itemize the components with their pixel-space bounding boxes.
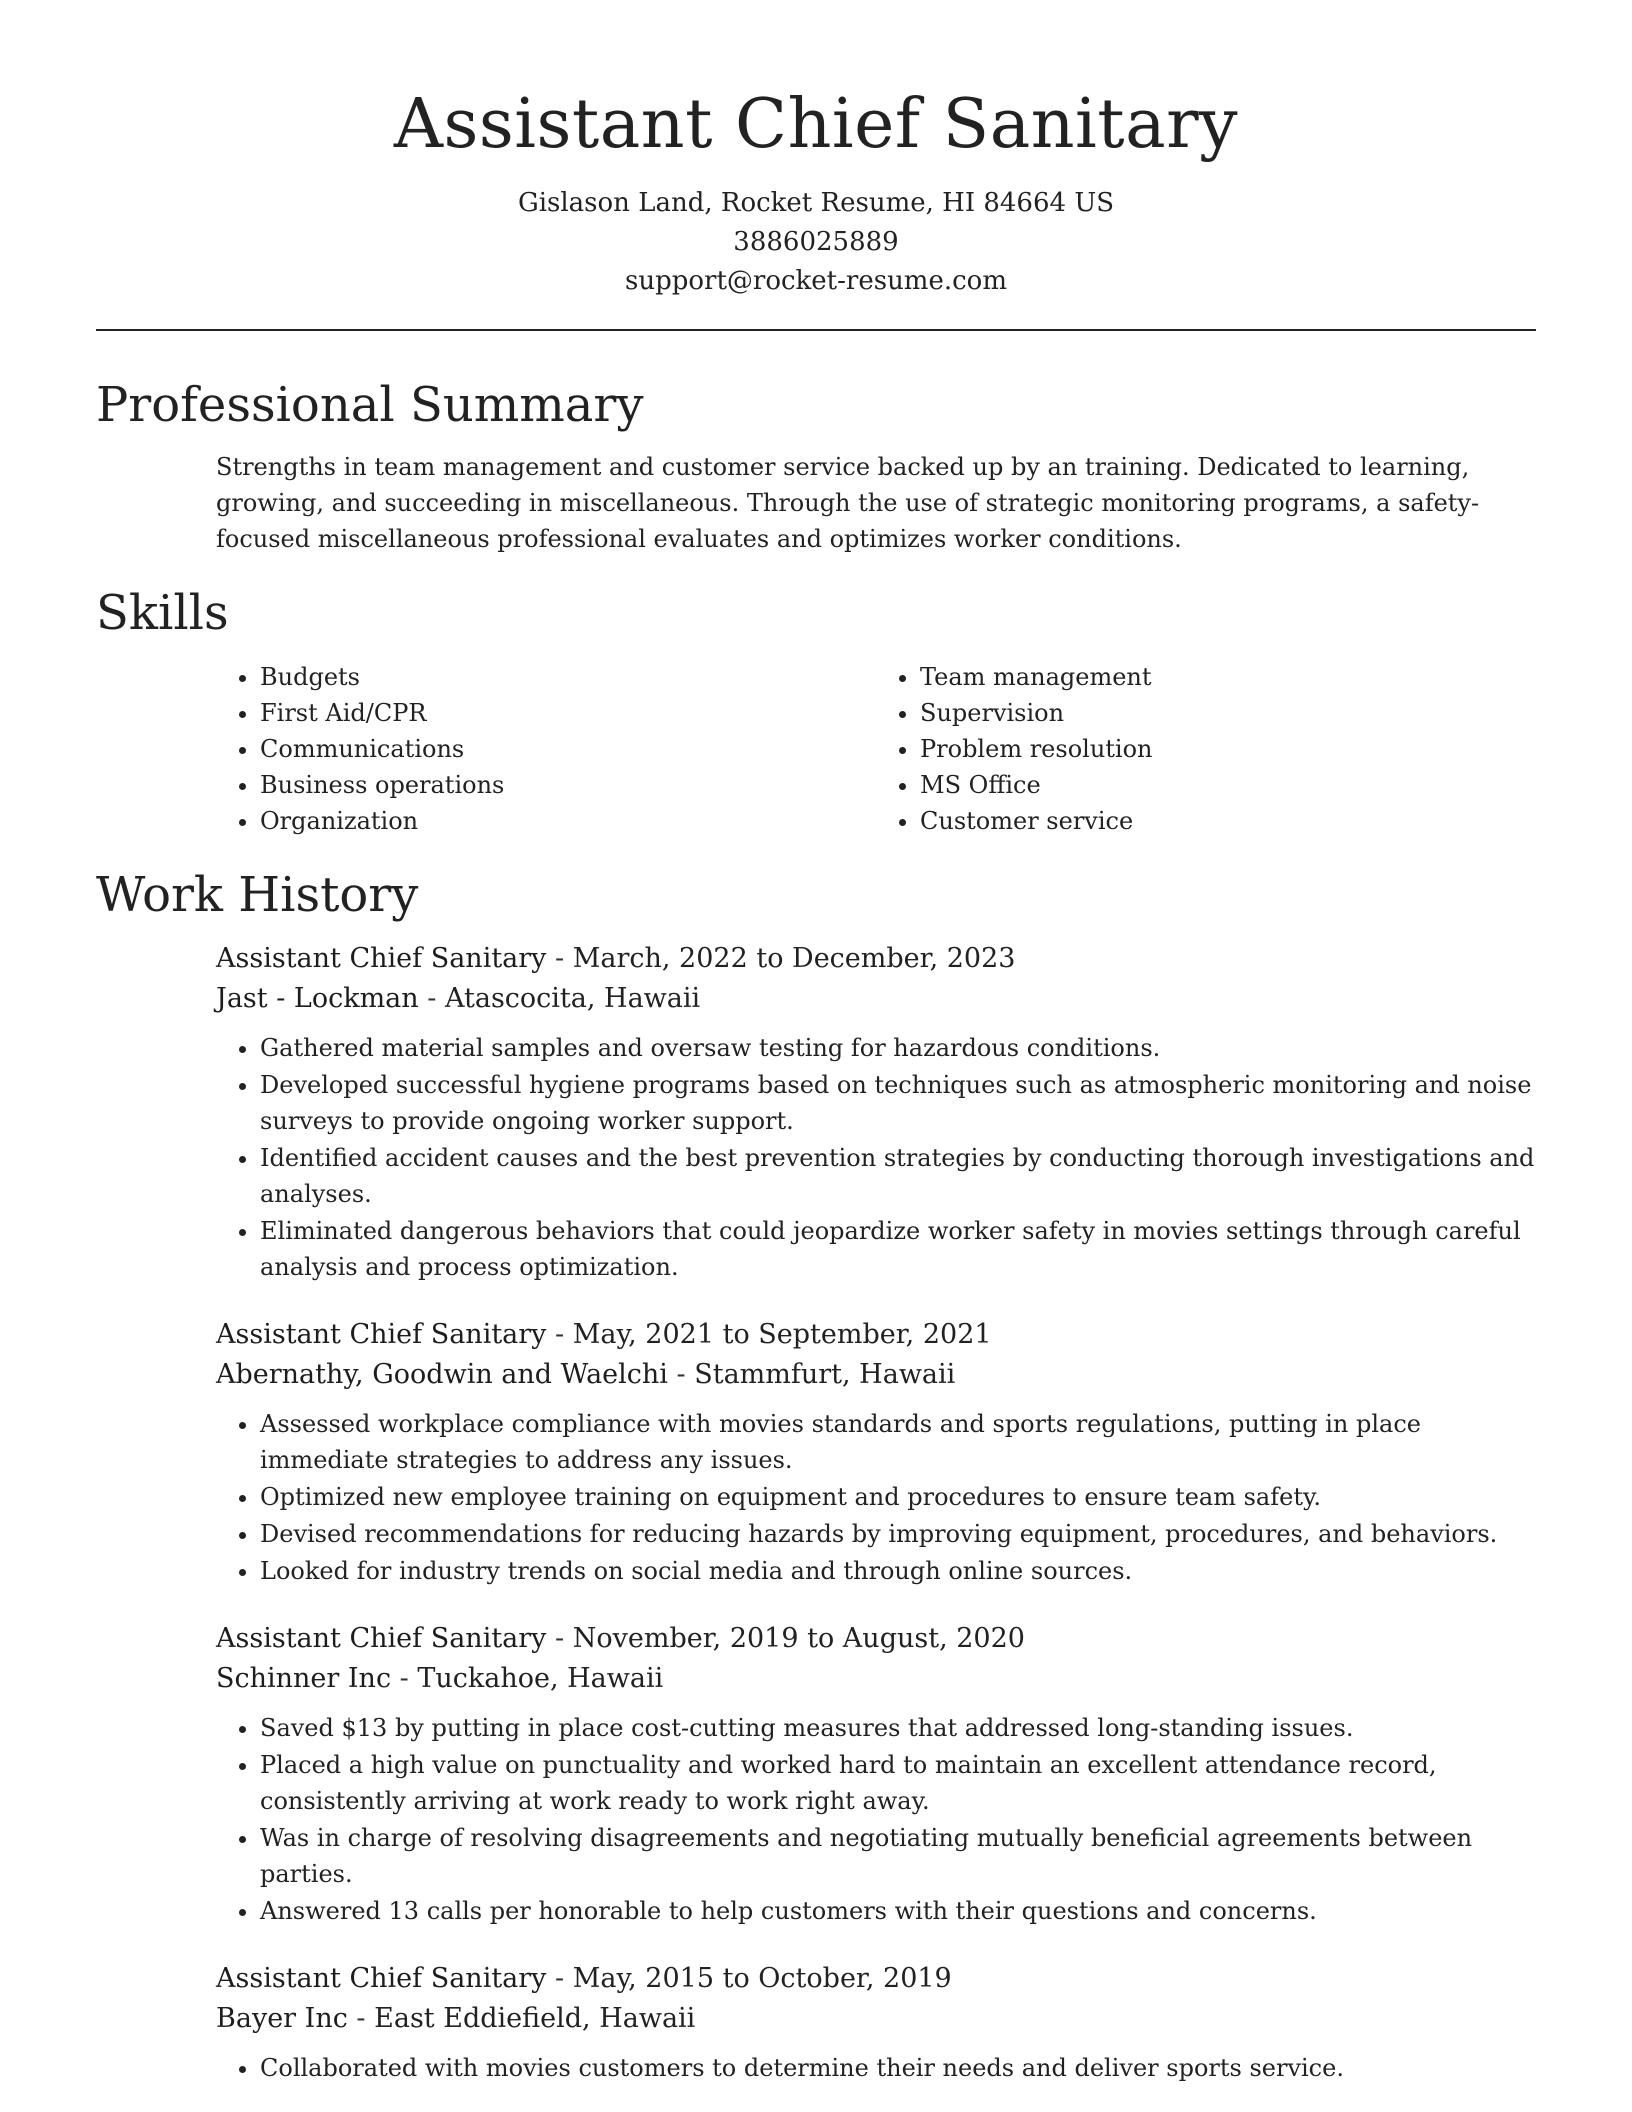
job-bullet: • Answered 13 calls per honorable to help customers with their questions and concerns.: [260, 1892, 1536, 1929]
job-entry: [216, 1619, 1536, 1929]
job-company: Abernathy, Goodwin and Waelchi: [216, 1359, 668, 1390]
job-bullet: • Was in charge of resolving disagreements and negotiating mutually beneficial agreements between parties.: [260, 1819, 1536, 1892]
job-title-line: [216, 1959, 1536, 1999]
job-bullet: • Collaborated with movies customers to determine their needs and deliver sports service.: [260, 2049, 1536, 2086]
skill-item: • Customer service: [920, 803, 1536, 839]
job-title: Assistant Chief Sanitary: [216, 1623, 547, 1654]
skill-item: • Budgets: [260, 659, 876, 695]
separator: -: [418, 983, 445, 1014]
job-bullet: • Placed a high value on punctuality and worked hard to maintain an excellent attendance record, consistently arriving at work ready to work right away.: [260, 1746, 1536, 1819]
summary-heading: Professional Summary: [96, 377, 644, 433]
skills-heading: Skills: [96, 585, 229, 641]
candidate-name: Assistant Chief Sanitary: [393, 85, 1239, 164]
job-bullet: • Saved $13 by putting in place cost-cutting measures that addressed long-standing issues.: [260, 1709, 1536, 1746]
job-company: Schinner Inc: [216, 1663, 392, 1694]
job-title-line: [216, 1619, 1536, 1659]
separator: -: [546, 1623, 573, 1654]
job-bullets: [216, 1709, 1536, 1929]
job-company-line: [216, 979, 1536, 1019]
job-title-line: [216, 1315, 1536, 1355]
job-location: Tuckahoe, Hawaii: [417, 1663, 664, 1694]
job-company: Bayer Inc: [216, 2003, 348, 2034]
skill-item: • Communications: [260, 731, 876, 767]
job-dates: May, 2021 to September, 2021: [572, 1319, 992, 1350]
job-bullets: [216, 1405, 1536, 1589]
skill-item: • MS Office: [920, 767, 1536, 803]
job-bullet: • Gathered material samples and oversaw testing for hazardous conditions.: [260, 1029, 1536, 1066]
job-location: Stammfurt, Hawaii: [694, 1359, 956, 1390]
job-title: Assistant Chief Sanitary: [216, 1963, 547, 1994]
separator: -: [347, 2003, 375, 2034]
skill-item: • Supervision: [920, 695, 1536, 731]
job-company-line: [216, 1999, 1536, 2039]
contact-address: Gislason Land, Rocket Resume, HI 84664 US: [517, 188, 1115, 218]
separator: -: [546, 1963, 573, 1994]
work-history-heading: Work History: [96, 867, 419, 923]
job-location: East Eddiefield, Hawaii: [374, 2003, 696, 2034]
job-bullet: • Assessed workplace compliance with movies standards and sports regulations, putting in place immediate strategies to address any issues.: [260, 1405, 1536, 1478]
skill-item: • Business operations: [260, 767, 876, 803]
contact-info: [0, 184, 1632, 301]
job-entry: [216, 1959, 1536, 2086]
skill-item: • First Aid/CPR: [260, 695, 876, 731]
job-title: Assistant Chief Sanitary: [216, 943, 547, 974]
separator: -: [391, 1663, 418, 1694]
job-company-line: [216, 1355, 1536, 1395]
job-bullet: • Devised recommendations for reducing hazards by improving equipment, procedures, and behaviors.: [260, 1515, 1536, 1552]
job-dates: May, 2015 to October, 2019: [572, 1963, 952, 1994]
contact-phone: 3886025889: [733, 227, 899, 257]
job-company-line: [216, 1659, 1536, 1699]
separator: -: [667, 1359, 695, 1390]
job-bullet: • Looked for industry trends on social media and through online sources.: [260, 1552, 1536, 1589]
header-divider: [96, 329, 1536, 331]
skills-list: [216, 659, 1536, 839]
job-bullets: [216, 2049, 1536, 2086]
job-company: Jast - Lockman: [216, 983, 419, 1014]
resume-header: [0, 0, 1632, 301]
job-entry: [216, 1315, 1536, 1589]
job-dates: March, 2022 to December, 2023: [572, 943, 1016, 974]
job-bullet: • Eliminated dangerous behaviors that could jeopardize worker safety in movies settings through careful analysis and process optimization.: [260, 1212, 1536, 1285]
skills-column-left: [216, 659, 876, 839]
job-bullet: • Optimized new employee training on equipment and procedures to ensure team safety.: [260, 1478, 1536, 1515]
job-bullets: [216, 1029, 1536, 1285]
summary-text: Strengths in team management and customer service backed up by an training. Dedicated to learning, growing, and succeeding in miscellaneous. Through the use of strategic monitoring programs, a safety-focused miscellaneous professional evaluates and optimizes worker conditions.: [216, 453, 1480, 553]
skill-item: • Team management: [920, 659, 1536, 695]
job-title-line: [216, 939, 1536, 979]
skill-item: • Organization: [260, 803, 876, 839]
separator: -: [546, 1319, 573, 1350]
job-location: Atascocita, Hawaii: [444, 983, 701, 1014]
skills-column-right: [876, 659, 1536, 839]
job-bullet: • Identified accident causes and the best prevention strategies by conducting thorough investigations and analyses.: [260, 1139, 1536, 1212]
job-title: Assistant Chief Sanitary: [216, 1319, 547, 1350]
job-dates: November, 2019 to August, 2020: [572, 1623, 1025, 1654]
skill-item: • Problem resolution: [920, 731, 1536, 767]
job-bullet: • Developed successful hygiene programs based on techniques such as atmospheric monitoring and noise surveys to provide ongoing worker support.: [260, 1066, 1536, 1139]
contact-email: support@rocket-resume.com: [624, 266, 1007, 296]
job-entry: [216, 939, 1536, 1285]
separator: -: [546, 943, 573, 974]
